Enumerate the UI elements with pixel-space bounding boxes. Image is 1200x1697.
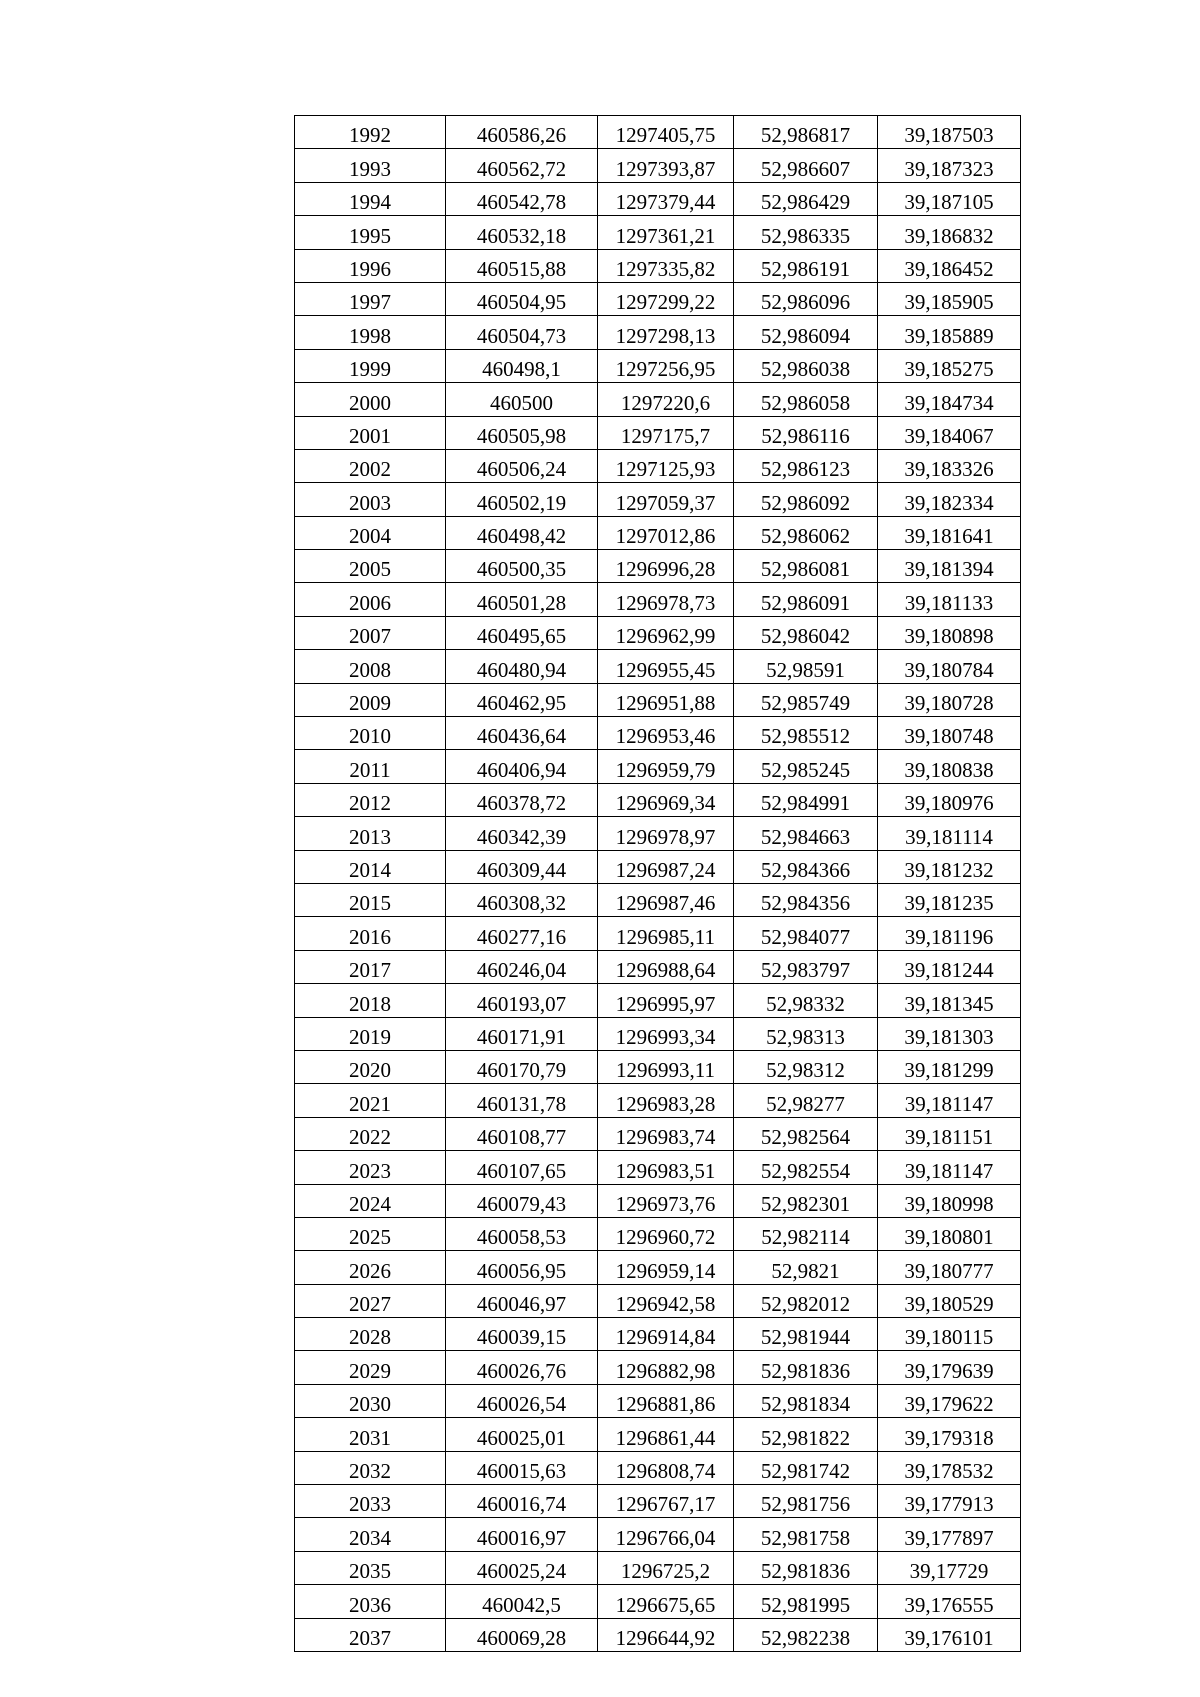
y-coordinate-cell: 1296983,74 <box>598 1117 734 1150</box>
table-row <box>295 550 1021 583</box>
x-coordinate-cell: 460406,94 <box>446 750 598 783</box>
y-coordinate-cell: 1296766,04 <box>598 1518 734 1551</box>
latitude-cell: 52,984356 <box>734 883 878 916</box>
latitude-cell: 52,984077 <box>734 917 878 950</box>
table-row <box>295 917 1021 950</box>
table-row <box>295 1451 1021 1484</box>
latitude-cell: 52,986096 <box>734 282 878 315</box>
longitude-cell: 39,180529 <box>878 1284 1021 1317</box>
x-coordinate-cell: 460498,1 <box>446 349 598 382</box>
longitude-cell: 39,179639 <box>878 1351 1021 1384</box>
point-number-cell: 2009 <box>295 683 446 716</box>
longitude-cell: 39,180976 <box>878 783 1021 816</box>
y-coordinate-cell: 1296955,45 <box>598 650 734 683</box>
x-coordinate-cell: 460436,64 <box>446 717 598 750</box>
point-number-cell: 2028 <box>295 1318 446 1351</box>
x-coordinate-cell: 460342,39 <box>446 817 598 850</box>
x-coordinate-cell: 460480,94 <box>446 650 598 683</box>
point-number-cell: 2030 <box>295 1384 446 1417</box>
latitude-cell: 52,986094 <box>734 316 878 349</box>
y-coordinate-cell: 1296881,86 <box>598 1384 734 1417</box>
x-coordinate-cell: 460501,28 <box>446 583 598 616</box>
longitude-cell: 39,180728 <box>878 683 1021 716</box>
x-coordinate-cell: 460500 <box>446 383 598 416</box>
table-row <box>295 1217 1021 1250</box>
y-coordinate-cell: 1297379,44 <box>598 182 734 215</box>
table-row <box>295 216 1021 249</box>
latitude-cell: 52,981836 <box>734 1551 878 1584</box>
y-coordinate-cell: 1297335,82 <box>598 249 734 282</box>
x-coordinate-cell: 460171,91 <box>446 1017 598 1050</box>
y-coordinate-cell: 1296882,98 <box>598 1351 734 1384</box>
x-coordinate-cell: 460542,78 <box>446 182 598 215</box>
y-coordinate-cell: 1296914,84 <box>598 1318 734 1351</box>
latitude-cell: 52,986429 <box>734 182 878 215</box>
table-row <box>295 1518 1021 1551</box>
longitude-cell: 39,180777 <box>878 1251 1021 1284</box>
longitude-cell: 39,182334 <box>878 483 1021 516</box>
point-number-cell: 1997 <box>295 282 446 315</box>
table-row <box>295 1117 1021 1150</box>
longitude-cell: 39,179318 <box>878 1418 1021 1451</box>
latitude-cell: 52,982554 <box>734 1151 878 1184</box>
x-coordinate-cell: 460056,95 <box>446 1251 598 1284</box>
point-number-cell: 2014 <box>295 850 446 883</box>
latitude-cell: 52,986042 <box>734 616 878 649</box>
point-number-cell: 2008 <box>295 650 446 683</box>
longitude-cell: 39,176555 <box>878 1585 1021 1618</box>
latitude-cell: 52,981834 <box>734 1384 878 1417</box>
x-coordinate-cell: 460079,43 <box>446 1184 598 1217</box>
table-row <box>295 1585 1021 1618</box>
table-row <box>295 1184 1021 1217</box>
latitude-cell: 52,981836 <box>734 1351 878 1384</box>
point-number-cell: 2003 <box>295 483 446 516</box>
y-coordinate-cell: 1296987,46 <box>598 883 734 916</box>
x-coordinate-cell: 460378,72 <box>446 783 598 816</box>
longitude-cell: 39,180998 <box>878 1184 1021 1217</box>
x-coordinate-cell: 460506,24 <box>446 449 598 482</box>
table-row <box>295 750 1021 783</box>
point-number-cell: 2024 <box>295 1184 446 1217</box>
latitude-cell: 52,981944 <box>734 1318 878 1351</box>
y-coordinate-cell: 1296644,92 <box>598 1618 734 1651</box>
longitude-cell: 39,181196 <box>878 917 1021 950</box>
latitude-cell: 52,985512 <box>734 717 878 750</box>
point-number-cell: 2013 <box>295 817 446 850</box>
x-coordinate-cell: 460069,28 <box>446 1618 598 1651</box>
point-number-cell: 2002 <box>295 449 446 482</box>
x-coordinate-cell: 460246,04 <box>446 950 598 983</box>
latitude-cell: 52,983797 <box>734 950 878 983</box>
longitude-cell: 39,181232 <box>878 850 1021 883</box>
table-row <box>295 1084 1021 1117</box>
y-coordinate-cell: 1297059,37 <box>598 483 734 516</box>
latitude-cell: 52,98591 <box>734 650 878 683</box>
point-number-cell: 2001 <box>295 416 446 449</box>
point-number-cell: 1999 <box>295 349 446 382</box>
table-row <box>295 1318 1021 1351</box>
latitude-cell: 52,9821 <box>734 1251 878 1284</box>
longitude-cell: 39,180898 <box>878 616 1021 649</box>
x-coordinate-cell: 460495,65 <box>446 616 598 649</box>
y-coordinate-cell: 1296959,79 <box>598 750 734 783</box>
longitude-cell: 39,184067 <box>878 416 1021 449</box>
point-number-cell: 1995 <box>295 216 446 249</box>
x-coordinate-cell: 460562,72 <box>446 149 598 182</box>
latitude-cell: 52,986817 <box>734 116 878 149</box>
latitude-cell: 52,982238 <box>734 1618 878 1651</box>
y-coordinate-cell: 1296993,11 <box>598 1050 734 1083</box>
table-row <box>295 1351 1021 1384</box>
x-coordinate-cell: 460309,44 <box>446 850 598 883</box>
point-number-cell: 1993 <box>295 149 446 182</box>
longitude-cell: 39,177897 <box>878 1518 1021 1551</box>
latitude-cell: 52,981742 <box>734 1451 878 1484</box>
longitude-cell: 39,177913 <box>878 1485 1021 1518</box>
latitude-cell: 52,986038 <box>734 349 878 382</box>
longitude-cell: 39,185905 <box>878 282 1021 315</box>
point-number-cell: 2011 <box>295 750 446 783</box>
table-row <box>295 1384 1021 1417</box>
latitude-cell: 52,98312 <box>734 1050 878 1083</box>
x-coordinate-cell: 460532,18 <box>446 216 598 249</box>
longitude-cell: 39,176101 <box>878 1618 1021 1651</box>
x-coordinate-cell: 460308,32 <box>446 883 598 916</box>
latitude-cell: 52,98332 <box>734 984 878 1017</box>
latitude-cell: 52,985749 <box>734 683 878 716</box>
y-coordinate-cell: 1296995,97 <box>598 984 734 1017</box>
coordinates-table <box>294 115 1021 1652</box>
y-coordinate-cell: 1296808,74 <box>598 1451 734 1484</box>
point-number-cell: 2026 <box>295 1251 446 1284</box>
latitude-cell: 52,982564 <box>734 1117 878 1150</box>
x-coordinate-cell: 460500,35 <box>446 550 598 583</box>
longitude-cell: 39,181133 <box>878 583 1021 616</box>
latitude-cell: 52,986335 <box>734 216 878 249</box>
table-row <box>295 483 1021 516</box>
x-coordinate-cell: 460058,53 <box>446 1217 598 1250</box>
longitude-cell: 39,17729 <box>878 1551 1021 1584</box>
longitude-cell: 39,181394 <box>878 550 1021 583</box>
latitude-cell: 52,986123 <box>734 449 878 482</box>
longitude-cell: 39,186832 <box>878 216 1021 249</box>
point-number-cell: 2005 <box>295 550 446 583</box>
latitude-cell: 52,981822 <box>734 1418 878 1451</box>
point-number-cell: 2033 <box>295 1485 446 1518</box>
longitude-cell: 39,181151 <box>878 1117 1021 1150</box>
longitude-cell: 39,181114 <box>878 817 1021 850</box>
table-row <box>295 1251 1021 1284</box>
latitude-cell: 52,982114 <box>734 1217 878 1250</box>
table-row <box>295 116 1021 149</box>
longitude-cell: 39,181147 <box>878 1151 1021 1184</box>
y-coordinate-cell: 1296988,64 <box>598 950 734 983</box>
y-coordinate-cell: 1296767,17 <box>598 1485 734 1518</box>
y-coordinate-cell: 1296969,34 <box>598 783 734 816</box>
x-coordinate-cell: 460515,88 <box>446 249 598 282</box>
y-coordinate-cell: 1296960,72 <box>598 1217 734 1250</box>
latitude-cell: 52,98313 <box>734 1017 878 1050</box>
x-coordinate-cell: 460016,97 <box>446 1518 598 1551</box>
x-coordinate-cell: 460505,98 <box>446 416 598 449</box>
latitude-cell: 52,986607 <box>734 149 878 182</box>
table-row <box>295 416 1021 449</box>
point-number-cell: 2036 <box>295 1585 446 1618</box>
table-row <box>295 1618 1021 1651</box>
y-coordinate-cell: 1296959,14 <box>598 1251 734 1284</box>
longitude-cell: 39,183326 <box>878 449 1021 482</box>
point-number-cell: 2022 <box>295 1117 446 1150</box>
y-coordinate-cell: 1297405,75 <box>598 116 734 149</box>
table-row <box>295 583 1021 616</box>
latitude-cell: 52,986062 <box>734 516 878 549</box>
table-row <box>295 650 1021 683</box>
point-number-cell: 2021 <box>295 1084 446 1117</box>
longitude-cell: 39,178532 <box>878 1451 1021 1484</box>
y-coordinate-cell: 1296993,34 <box>598 1017 734 1050</box>
x-coordinate-cell: 460170,79 <box>446 1050 598 1083</box>
latitude-cell: 52,986058 <box>734 383 878 416</box>
point-number-cell: 2018 <box>295 984 446 1017</box>
y-coordinate-cell: 1296973,76 <box>598 1184 734 1217</box>
longitude-cell: 39,185889 <box>878 316 1021 349</box>
y-coordinate-cell: 1297256,95 <box>598 349 734 382</box>
longitude-cell: 39,187323 <box>878 149 1021 182</box>
latitude-cell: 52,98277 <box>734 1084 878 1117</box>
table-row <box>295 349 1021 382</box>
table-row <box>295 683 1021 716</box>
y-coordinate-cell: 1296996,28 <box>598 550 734 583</box>
y-coordinate-cell: 1296983,28 <box>598 1084 734 1117</box>
point-number-cell: 2015 <box>295 883 446 916</box>
table-row <box>295 1485 1021 1518</box>
table-row <box>295 316 1021 349</box>
table-row <box>295 149 1021 182</box>
latitude-cell: 52,984991 <box>734 783 878 816</box>
x-coordinate-cell: 460277,16 <box>446 917 598 950</box>
table-row <box>295 383 1021 416</box>
point-number-cell: 2019 <box>295 1017 446 1050</box>
y-coordinate-cell: 1297175,7 <box>598 416 734 449</box>
x-coordinate-cell: 460046,97 <box>446 1284 598 1317</box>
point-number-cell: 2027 <box>295 1284 446 1317</box>
x-coordinate-cell: 460025,24 <box>446 1551 598 1584</box>
y-coordinate-cell: 1296951,88 <box>598 683 734 716</box>
table-row <box>295 717 1021 750</box>
y-coordinate-cell: 1296725,2 <box>598 1551 734 1584</box>
longitude-cell: 39,181235 <box>878 883 1021 916</box>
table-row <box>295 1418 1021 1451</box>
point-number-cell: 2012 <box>295 783 446 816</box>
y-coordinate-cell: 1297125,93 <box>598 449 734 482</box>
latitude-cell: 52,986091 <box>734 583 878 616</box>
point-number-cell: 1994 <box>295 182 446 215</box>
table-row <box>295 850 1021 883</box>
latitude-cell: 52,984366 <box>734 850 878 883</box>
y-coordinate-cell: 1296953,46 <box>598 717 734 750</box>
y-coordinate-cell: 1297220,6 <box>598 383 734 416</box>
y-coordinate-cell: 1296675,65 <box>598 1585 734 1618</box>
longitude-cell: 39,181244 <box>878 950 1021 983</box>
x-coordinate-cell: 460502,19 <box>446 483 598 516</box>
table-row <box>295 1284 1021 1317</box>
latitude-cell: 52,985245 <box>734 750 878 783</box>
table-row <box>295 1551 1021 1584</box>
longitude-cell: 39,187105 <box>878 182 1021 215</box>
latitude-cell: 52,981995 <box>734 1585 878 1618</box>
latitude-cell: 52,986116 <box>734 416 878 449</box>
x-coordinate-cell: 460498,42 <box>446 516 598 549</box>
y-coordinate-cell: 1297361,21 <box>598 216 734 249</box>
point-number-cell: 2007 <box>295 616 446 649</box>
longitude-cell: 39,179622 <box>878 1384 1021 1417</box>
x-coordinate-cell: 460504,73 <box>446 316 598 349</box>
y-coordinate-cell: 1296985,11 <box>598 917 734 950</box>
y-coordinate-cell: 1296861,44 <box>598 1418 734 1451</box>
point-number-cell: 2034 <box>295 1518 446 1551</box>
latitude-cell: 52,982301 <box>734 1184 878 1217</box>
x-coordinate-cell: 460193,07 <box>446 984 598 1017</box>
latitude-cell: 52,986081 <box>734 550 878 583</box>
point-number-cell: 2016 <box>295 917 446 950</box>
longitude-cell: 39,181303 <box>878 1017 1021 1050</box>
longitude-cell: 39,181147 <box>878 1084 1021 1117</box>
latitude-cell: 52,986191 <box>734 249 878 282</box>
latitude-cell: 52,984663 <box>734 817 878 850</box>
table-row <box>295 449 1021 482</box>
longitude-cell: 39,185275 <box>878 349 1021 382</box>
longitude-cell: 39,184734 <box>878 383 1021 416</box>
y-coordinate-cell: 1297393,87 <box>598 149 734 182</box>
table-row <box>295 950 1021 983</box>
point-number-cell: 2035 <box>295 1551 446 1584</box>
longitude-cell: 39,180838 <box>878 750 1021 783</box>
point-number-cell: 2006 <box>295 583 446 616</box>
latitude-cell: 52,982012 <box>734 1284 878 1317</box>
table-row <box>295 1151 1021 1184</box>
x-coordinate-cell: 460039,15 <box>446 1318 598 1351</box>
x-coordinate-cell: 460015,63 <box>446 1451 598 1484</box>
longitude-cell: 39,180801 <box>878 1217 1021 1250</box>
point-number-cell: 1992 <box>295 116 446 149</box>
point-number-cell: 2000 <box>295 383 446 416</box>
x-coordinate-cell: 460131,78 <box>446 1084 598 1117</box>
table-row <box>295 516 1021 549</box>
latitude-cell: 52,986092 <box>734 483 878 516</box>
x-coordinate-cell: 460586,26 <box>446 116 598 149</box>
point-number-cell: 2010 <box>295 717 446 750</box>
coordinates-table-body <box>295 116 1021 1652</box>
longitude-cell: 39,181641 <box>878 516 1021 549</box>
x-coordinate-cell: 460462,95 <box>446 683 598 716</box>
y-coordinate-cell: 1296942,58 <box>598 1284 734 1317</box>
point-number-cell: 2020 <box>295 1050 446 1083</box>
point-number-cell: 2029 <box>295 1351 446 1384</box>
point-number-cell: 2037 <box>295 1618 446 1651</box>
point-number-cell: 2031 <box>295 1418 446 1451</box>
table-row <box>295 783 1021 816</box>
y-coordinate-cell: 1296962,99 <box>598 616 734 649</box>
y-coordinate-cell: 1296983,51 <box>598 1151 734 1184</box>
point-number-cell: 1996 <box>295 249 446 282</box>
table-row <box>295 883 1021 916</box>
longitude-cell: 39,187503 <box>878 116 1021 149</box>
y-coordinate-cell: 1296978,73 <box>598 583 734 616</box>
point-number-cell: 2004 <box>295 516 446 549</box>
table-row <box>295 1017 1021 1050</box>
y-coordinate-cell: 1297012,86 <box>598 516 734 549</box>
x-coordinate-cell: 460026,76 <box>446 1351 598 1384</box>
table-row <box>295 616 1021 649</box>
point-number-cell: 1998 <box>295 316 446 349</box>
table-row <box>295 282 1021 315</box>
x-coordinate-cell: 460025,01 <box>446 1418 598 1451</box>
y-coordinate-cell: 1297299,22 <box>598 282 734 315</box>
x-coordinate-cell: 460504,95 <box>446 282 598 315</box>
x-coordinate-cell: 460107,65 <box>446 1151 598 1184</box>
point-number-cell: 2025 <box>295 1217 446 1250</box>
y-coordinate-cell: 1296978,97 <box>598 817 734 850</box>
x-coordinate-cell: 460108,77 <box>446 1117 598 1150</box>
longitude-cell: 39,180784 <box>878 650 1021 683</box>
longitude-cell: 39,181299 <box>878 1050 1021 1083</box>
longitude-cell: 39,180748 <box>878 717 1021 750</box>
latitude-cell: 52,981756 <box>734 1485 878 1518</box>
point-number-cell: 2017 <box>295 950 446 983</box>
point-number-cell: 2032 <box>295 1451 446 1484</box>
table-row <box>295 984 1021 1017</box>
table-row <box>295 817 1021 850</box>
table-row <box>295 249 1021 282</box>
longitude-cell: 39,186452 <box>878 249 1021 282</box>
latitude-cell: 52,981758 <box>734 1518 878 1551</box>
x-coordinate-cell: 460042,5 <box>446 1585 598 1618</box>
table-row <box>295 1050 1021 1083</box>
point-number-cell: 2023 <box>295 1151 446 1184</box>
y-coordinate-cell: 1296987,24 <box>598 850 734 883</box>
longitude-cell: 39,180115 <box>878 1318 1021 1351</box>
x-coordinate-cell: 460016,74 <box>446 1485 598 1518</box>
y-coordinate-cell: 1297298,13 <box>598 316 734 349</box>
x-coordinate-cell: 460026,54 <box>446 1384 598 1417</box>
table-row <box>295 182 1021 215</box>
longitude-cell: 39,181345 <box>878 984 1021 1017</box>
